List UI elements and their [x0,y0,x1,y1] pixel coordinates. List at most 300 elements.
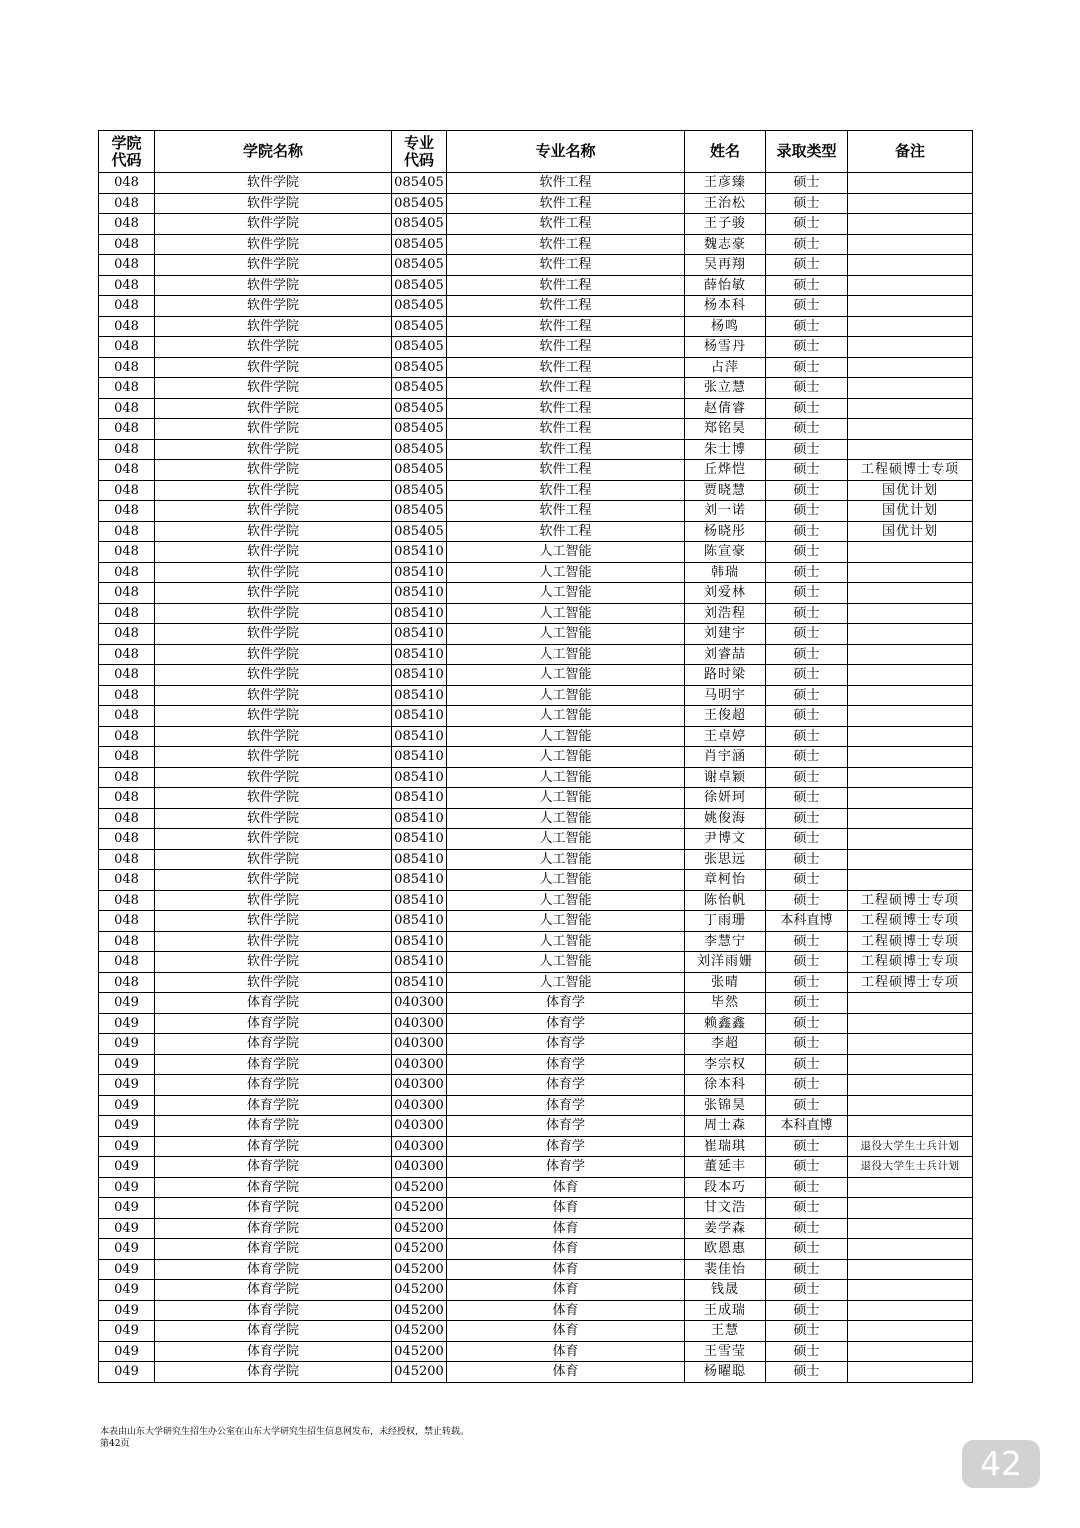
col-header-student-name [685,131,766,173]
student-name-cell: 薛怡敏 [685,275,766,296]
college-name-cell: 体育学院 [155,1280,392,1301]
college-code-cell: 048 [99,275,155,296]
student-name-cell: 尹博文 [685,829,766,850]
major-name-cell: 人工智能 [447,644,685,665]
student-name-cell: 王俊超 [685,706,766,727]
college-code-cell: 048 [99,890,155,911]
student-name-cell: 占萍 [685,357,766,378]
table-row [99,726,973,747]
college-name-cell: 软件学院 [155,398,392,419]
student-name-cell: 马明宇 [685,685,766,706]
admission-type-cell: 硕士 [766,1013,848,1034]
college-name-cell: 软件学院 [155,706,392,727]
table-row [99,1280,973,1301]
major-code-cell: 040300 [392,1013,447,1034]
remark-cell [848,624,973,645]
remark-cell [848,706,973,727]
table-row [99,890,973,911]
college-name-cell: 软件学院 [155,480,392,501]
college-name-cell: 软件学院 [155,316,392,337]
student-name-cell: 段本巧 [685,1177,766,1198]
college-name-cell: 软件学院 [155,665,392,686]
admission-type-cell: 硕士 [766,1362,848,1383]
student-name-cell: 杨曜聪 [685,1362,766,1383]
major-code-cell: 085410 [392,972,447,993]
college-name-cell: 体育学院 [155,1075,392,1096]
major-name-cell: 人工智能 [447,788,685,809]
college-name-cell: 软件学院 [155,378,392,399]
remark-cell [848,849,973,870]
table-row [99,1341,973,1362]
major-name-cell: 体育 [447,1300,685,1321]
table-row [99,624,973,645]
college-code-cell: 048 [99,296,155,317]
admission-type-cell: 硕士 [766,173,848,194]
major-code-cell: 085410 [392,808,447,829]
major-code-cell: 085405 [392,255,447,276]
major-name-cell: 体育学 [447,1034,685,1055]
student-name-cell: 丁雨珊 [685,911,766,932]
student-name-cell: 毕然 [685,993,766,1014]
college-name-cell: 软件学院 [155,911,392,932]
college-code-cell: 048 [99,685,155,706]
table-row [99,378,973,399]
table-row [99,398,973,419]
major-name-cell: 软件工程 [447,255,685,276]
admission-type-cell: 硕士 [766,706,848,727]
admission-type-cell: 硕士 [766,1259,848,1280]
table-row [99,1054,973,1075]
table-row [99,1218,973,1239]
remark-cell [848,439,973,460]
admission-type-cell: 硕士 [766,931,848,952]
table-row [99,173,973,194]
college-name-cell: 软件学院 [155,829,392,850]
major-name-cell: 人工智能 [447,808,685,829]
college-name-cell: 软件学院 [155,849,392,870]
college-name-cell: 软件学院 [155,747,392,768]
student-name-cell: 欧恩惠 [685,1239,766,1260]
student-name-cell: 徐妍珂 [685,788,766,809]
college-code-cell: 049 [99,1218,155,1239]
remark-cell [848,726,973,747]
major-code-cell: 085410 [392,931,447,952]
college-name-cell: 软件学院 [155,603,392,624]
college-code-cell: 049 [99,1177,155,1198]
college-name-cell: 体育学院 [155,1095,392,1116]
student-name-cell: 赖鑫鑫 [685,1013,766,1034]
table-row [99,706,973,727]
college-name-cell: 软件学院 [155,419,392,440]
college-code-cell: 048 [99,501,155,522]
student-name-cell: 董延丰 [685,1157,766,1178]
table-row [99,542,973,563]
college-code-cell: 048 [99,439,155,460]
student-name-cell: 刘浩程 [685,603,766,624]
remark-cell [848,1321,973,1342]
remark-cell: 工程硕博士专项 [848,972,973,993]
major-code-cell: 045200 [392,1239,447,1260]
admission-type-cell: 硕士 [766,501,848,522]
student-name-cell: 肖宇涵 [685,747,766,768]
major-code-cell: 040300 [392,993,447,1014]
admission-type-cell: 硕士 [766,726,848,747]
table-row [99,275,973,296]
major-code-cell: 085410 [392,603,447,624]
college-code-cell: 049 [99,1034,155,1055]
table-row [99,460,973,481]
table-row [99,316,973,337]
major-name-cell: 体育学 [447,1095,685,1116]
major-name-cell: 体育 [447,1198,685,1219]
major-code-cell: 085405 [392,316,447,337]
remark-cell [848,685,973,706]
major-name-cell: 人工智能 [447,870,685,891]
table-row [99,255,973,276]
col-header-college-name [155,131,392,173]
college-name-cell: 体育学院 [155,1362,392,1383]
college-code-cell: 048 [99,829,155,850]
table-row [99,193,973,214]
remark-cell [848,214,973,235]
admission-type-cell: 硕士 [766,214,848,235]
admission-type-cell: 硕士 [766,972,848,993]
table-row [99,1034,973,1055]
student-name-cell: 王治松 [685,193,766,214]
table-row [99,1095,973,1116]
major-name-cell: 体育 [447,1362,685,1383]
major-name-cell: 软件工程 [447,357,685,378]
college-name-cell: 软件学院 [155,972,392,993]
major-code-cell: 040300 [392,1136,447,1157]
remark-cell [848,419,973,440]
major-name-cell: 软件工程 [447,275,685,296]
college-code-cell: 049 [99,1136,155,1157]
college-code-cell: 048 [99,193,155,214]
college-name-cell: 软件学院 [155,870,392,891]
admission-type-cell: 硕士 [766,1198,848,1219]
remark-cell [848,993,973,1014]
major-name-cell: 体育 [447,1280,685,1301]
col-header-major-name [447,131,685,173]
remark-cell: 工程硕博士专项 [848,460,973,481]
major-name-cell: 体育 [447,1321,685,1342]
college-code-cell: 048 [99,255,155,276]
college-code-cell: 048 [99,931,155,952]
major-name-cell: 人工智能 [447,603,685,624]
student-name-cell: 张思远 [685,849,766,870]
admission-table-container [98,130,972,1383]
remark-cell [848,316,973,337]
admission-type-cell: 硕士 [766,1177,848,1198]
table-row [99,993,973,1014]
major-code-cell: 040300 [392,1034,447,1055]
major-name-cell: 体育学 [447,1054,685,1075]
major-code-cell: 040300 [392,1075,447,1096]
admission-type-cell: 硕士 [766,234,848,255]
major-name-cell: 人工智能 [447,726,685,747]
remark-cell [848,337,973,358]
college-name-cell: 体育学院 [155,1300,392,1321]
major-code-cell: 085405 [392,378,447,399]
remark-cell [848,234,973,255]
college-code-cell: 048 [99,870,155,891]
admission-type-cell: 硕士 [766,1034,848,1055]
admission-type-cell: 硕士 [766,1157,848,1178]
remark-cell: 工程硕博士专项 [848,890,973,911]
remark-cell [848,1341,973,1362]
college-code-cell: 048 [99,603,155,624]
major-code-cell: 085410 [392,767,447,788]
admission-type-cell: 硕士 [766,665,848,686]
major-name-cell: 体育学 [447,1136,685,1157]
remark-cell [848,644,973,665]
college-name-cell: 软件学院 [155,624,392,645]
student-name-cell: 王彦臻 [685,173,766,194]
remark-cell [848,378,973,399]
remark-cell [848,1239,973,1260]
college-name-cell: 软件学院 [155,542,392,563]
major-code-cell: 085410 [392,644,447,665]
table-row [99,1116,973,1137]
major-code-cell: 045200 [392,1362,447,1383]
admission-type-cell: 硕士 [766,1341,848,1362]
table-row [99,747,973,768]
student-name-cell: 刘一诺 [685,501,766,522]
major-code-cell: 085410 [392,788,447,809]
college-name-cell: 体育学院 [155,1321,392,1342]
major-code-cell: 085410 [392,849,447,870]
table-row [99,972,973,993]
remark-cell [848,1054,973,1075]
major-name-cell: 软件工程 [447,398,685,419]
major-code-cell: 085410 [392,624,447,645]
remark-cell [848,562,973,583]
student-name-cell: 张晴 [685,972,766,993]
table-row [99,439,973,460]
college-name-cell: 软件学院 [155,460,392,481]
table-row [99,357,973,378]
remark-cell [848,255,973,276]
remark-cell [848,1034,973,1055]
major-code-cell: 040300 [392,1157,447,1178]
student-name-cell: 贾晓慧 [685,480,766,501]
admission-type-cell: 硕士 [766,603,848,624]
college-name-cell: 体育学院 [155,1136,392,1157]
major-code-cell: 085405 [392,480,447,501]
remark-cell [848,665,973,686]
major-name-cell: 人工智能 [447,972,685,993]
major-code-cell: 085405 [392,337,447,358]
college-name-cell: 体育学院 [155,993,392,1014]
major-name-cell: 人工智能 [447,685,685,706]
major-code-cell: 085410 [392,665,447,686]
college-code-cell: 049 [99,1259,155,1280]
remark-cell [848,1013,973,1034]
student-name-cell: 王成瑞 [685,1300,766,1321]
college-name-cell: 软件学院 [155,255,392,276]
major-name-cell: 体育 [447,1239,685,1260]
student-name-cell: 刘爱林 [685,583,766,604]
student-name-cell: 陈怡帆 [685,890,766,911]
admission-type-cell: 硕士 [766,747,848,768]
admission-type-cell: 本科直博 [766,1116,848,1137]
college-name-cell: 软件学院 [155,234,392,255]
college-code-cell: 048 [99,398,155,419]
admission-type-cell: 硕士 [766,952,848,973]
student-name-cell: 王子骏 [685,214,766,235]
major-code-cell: 085410 [392,952,447,973]
college-name-cell: 体育学院 [155,1034,392,1055]
college-name-cell: 软件学院 [155,808,392,829]
major-code-cell: 085410 [392,726,447,747]
major-name-cell: 人工智能 [447,890,685,911]
remark-cell: 国优计划 [848,480,973,501]
table-row [99,911,973,932]
student-name-cell: 钱晟 [685,1280,766,1301]
table-row [99,296,973,317]
admission-type-cell: 硕士 [766,296,848,317]
college-code-cell: 048 [99,562,155,583]
admission-type-cell: 硕士 [766,357,848,378]
college-name-cell: 软件学院 [155,788,392,809]
student-name-cell: 魏志豪 [685,234,766,255]
student-name-cell: 王慧 [685,1321,766,1342]
admission-type-cell: 硕士 [766,439,848,460]
table-row [99,480,973,501]
college-code-cell: 049 [99,1157,155,1178]
college-code-cell: 048 [99,726,155,747]
major-name-cell: 软件工程 [447,378,685,399]
admission-type-cell: 硕士 [766,1280,848,1301]
college-code-cell: 048 [99,972,155,993]
header-text: 姓名 [709,142,740,160]
student-name-cell: 丘烨恺 [685,460,766,481]
college-name-cell: 体育学院 [155,1198,392,1219]
major-name-cell: 人工智能 [447,849,685,870]
college-name-cell: 软件学院 [155,562,392,583]
table-row [99,501,973,522]
major-code-cell: 085405 [392,275,447,296]
admission-type-cell: 硕士 [766,1321,848,1342]
remark-cell [848,1116,973,1137]
remark-cell [848,398,973,419]
college-name-cell: 软件学院 [155,583,392,604]
college-code-cell: 048 [99,378,155,399]
major-name-cell: 人工智能 [447,583,685,604]
admission-type-cell: 硕士 [766,788,848,809]
college-code-cell: 048 [99,624,155,645]
student-name-cell: 杨鸣 [685,316,766,337]
major-code-cell: 045200 [392,1259,447,1280]
admission-type-cell: 硕士 [766,1300,848,1321]
major-code-cell: 085410 [392,542,447,563]
college-name-cell: 软件学院 [155,952,392,973]
major-code-cell: 045200 [392,1321,447,1342]
college-code-cell: 048 [99,214,155,235]
college-code-cell: 049 [99,1341,155,1362]
student-name-cell: 刘睿喆 [685,644,766,665]
remark-cell: 工程硕博士专项 [848,911,973,932]
admission-type-cell: 硕士 [766,378,848,399]
student-name-cell: 周士森 [685,1116,766,1137]
footer-notice: 本表由山东大学研究生招生办公室在山东大学研究生招生信息网发布，未经授权，禁止转载。 [100,1427,470,1437]
college-code-cell: 048 [99,644,155,665]
college-code-cell: 048 [99,337,155,358]
student-name-cell: 李超 [685,1034,766,1055]
major-code-cell: 085405 [392,193,447,214]
table-row [99,931,973,952]
table-row [99,1198,973,1219]
header-text: 录取类型 [776,142,837,160]
college-code-cell: 048 [99,808,155,829]
college-name-cell: 软件学院 [155,439,392,460]
admission-table [98,130,973,1383]
admission-type-cell: 硕士 [766,542,848,563]
admission-type-cell: 硕士 [766,870,848,891]
student-name-cell: 张锦昊 [685,1095,766,1116]
major-name-cell: 软件工程 [447,316,685,337]
major-code-cell: 040300 [392,1095,447,1116]
college-name-cell: 体育学院 [155,1341,392,1362]
student-name-cell: 崔瑞琪 [685,1136,766,1157]
admission-type-cell: 硕士 [766,1054,848,1075]
college-code-cell: 048 [99,173,155,194]
college-code-cell: 048 [99,316,155,337]
college-code-cell: 048 [99,952,155,973]
major-code-cell: 045200 [392,1300,447,1321]
header-text: 专业 代码 [403,133,434,169]
student-name-cell: 徐本科 [685,1075,766,1096]
table-row [99,562,973,583]
remark-cell: 国优计划 [848,501,973,522]
student-name-cell: 杨本科 [685,296,766,317]
admission-type-cell: 硕士 [766,1218,848,1239]
table-row [99,665,973,686]
college-code-cell: 048 [99,419,155,440]
major-name-cell: 软件工程 [447,193,685,214]
major-name-cell: 体育学 [447,1116,685,1137]
college-code-cell: 049 [99,1095,155,1116]
admission-type-cell: 硕士 [766,890,848,911]
admission-type-cell: 硕士 [766,316,848,337]
major-code-cell: 045200 [392,1341,447,1362]
remark-cell: 工程硕博士专项 [848,931,973,952]
major-name-cell: 人工智能 [447,952,685,973]
college-code-cell: 048 [99,583,155,604]
col-header-college-code [99,131,155,173]
major-code-cell: 085405 [392,296,447,317]
admission-type-cell: 硕士 [766,849,848,870]
major-name-cell: 人工智能 [447,542,685,563]
remark-cell [848,1075,973,1096]
college-code-cell: 048 [99,706,155,727]
college-code-cell: 049 [99,1362,155,1383]
college-code-cell: 049 [99,1300,155,1321]
college-code-cell: 049 [99,1198,155,1219]
student-name-cell: 郑铭昊 [685,419,766,440]
remark-cell [848,583,973,604]
remark-cell [848,275,973,296]
major-name-cell: 软件工程 [447,460,685,481]
college-name-cell: 体育学院 [155,1177,392,1198]
college-name-cell: 体育学院 [155,1157,392,1178]
remark-cell [848,1198,973,1219]
remark-cell [848,1095,973,1116]
college-name-cell: 软件学院 [155,337,392,358]
college-name-cell: 软件学院 [155,296,392,317]
major-code-cell: 045200 [392,1177,447,1198]
